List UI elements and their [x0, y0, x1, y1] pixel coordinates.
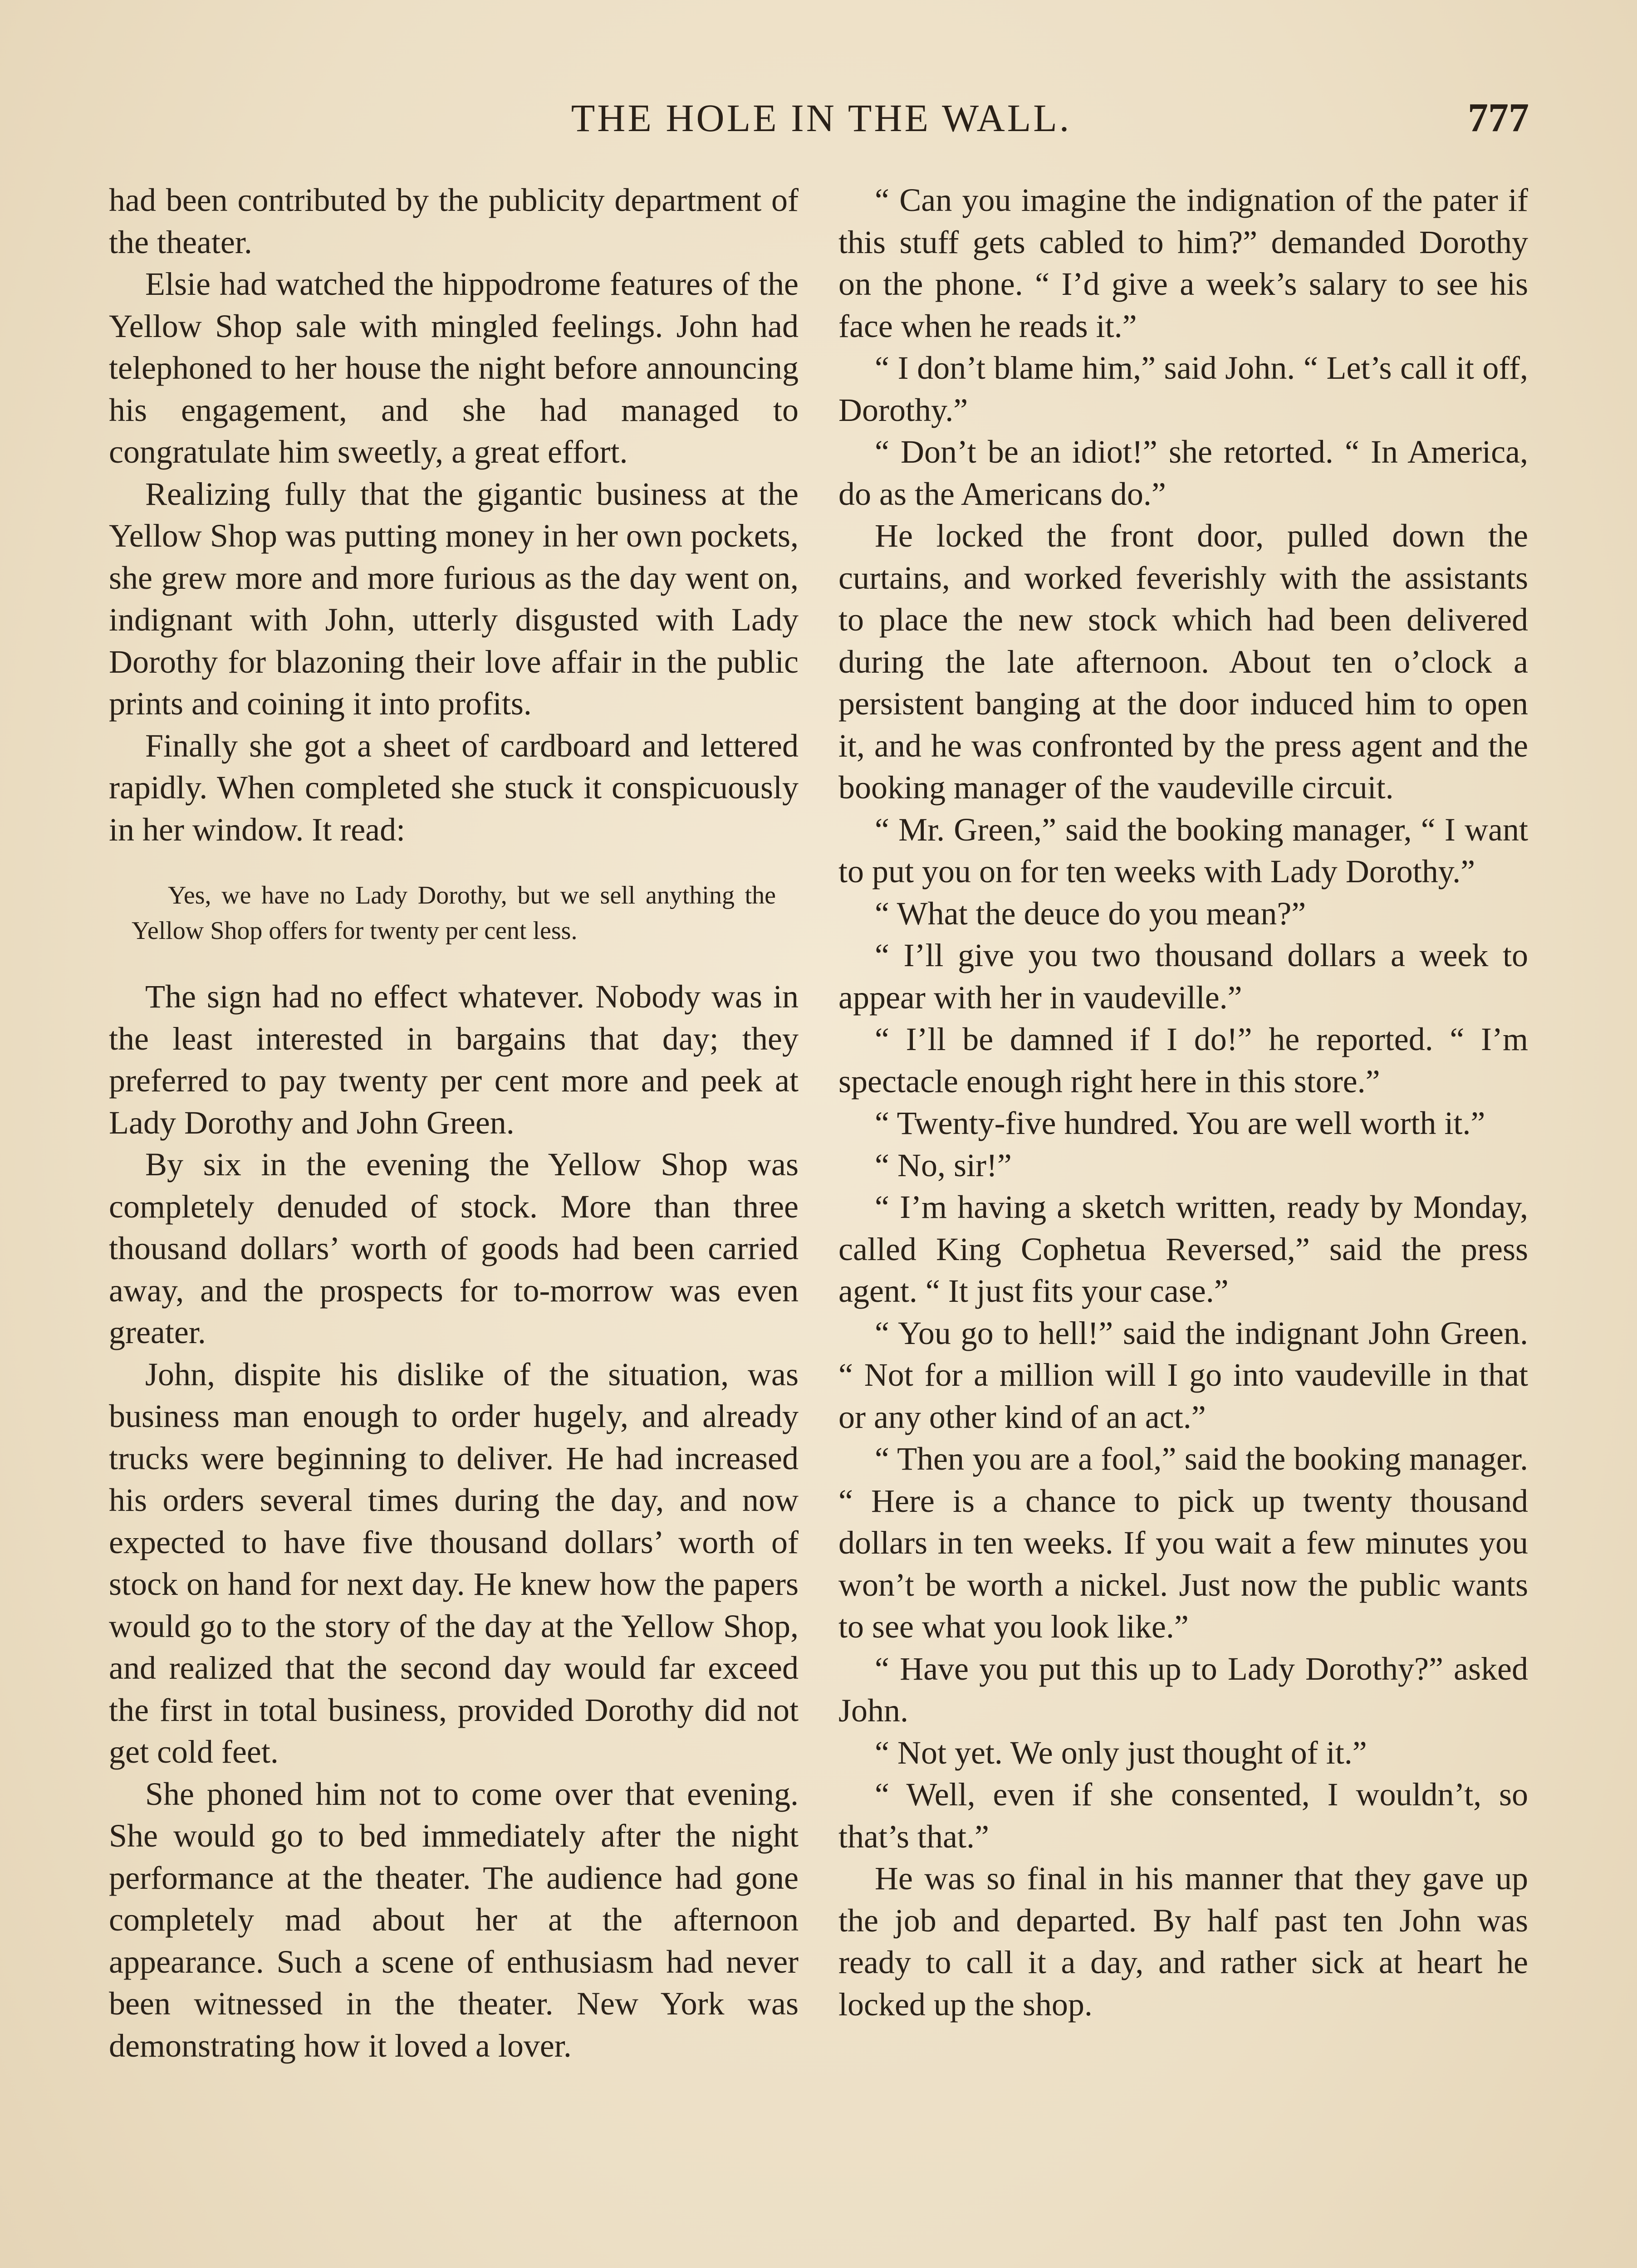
right-paragraph: “ Have you put this up to Lady Dorothy?” asked John. — [838, 1650, 1528, 1729]
right-paragraph: “ No, sir!” — [875, 1147, 1012, 1183]
page-number: 777 — [1468, 95, 1529, 140]
right-paragraph: “ I’ll give you two thousand dollars a week to appear with her in vaudeville.” — [838, 937, 1528, 1016]
left-paragraph: Elsie had watched the hippodrome features of the Yellow Shop sale with mingled feelings. John had telephoned to her house the night before announcing his engagement, and she had managed to congratulate him sweetly, a great effort. — [109, 266, 799, 470]
left-paragraph: Realizing fully that the gigantic business at the Yellow Shop was putting money in her own pockets, she grew more and more furious as the day went on, indignant with John, utterly disgusted with Lady Dorothy for blazoning their love affair in the public prints and coining it into profits. — [109, 475, 799, 722]
left-paragraph: The sign had no effect whatever. Nobody was in the least interested in bargains that day; they preferred to pay twenty per cent more and peek at Lady Dorothy and John Green. — [109, 978, 799, 1141]
right-column — [838, 179, 1528, 2025]
right-paragraph: “ Then you are a fool,” said the booking manager. “ Here is a chance to pick up twenty thousand dollars in ten weeks. If you wait a few minutes you won’t be worth a nickel. Just now the public wants to see what you look like.” — [838, 1441, 1528, 1645]
left-paragraph: had been contributed by the publicity department of the theater. — [109, 182, 799, 260]
right-paragraph: “ What the deuce do you mean?” — [875, 895, 1306, 932]
left-paragraph: By six in the evening the Yellow Shop was completely denuded of stock. More than three thousand dollars’ worth of goods had been carried away, and the prospects for to-morrow was even greater. — [109, 1146, 799, 1350]
left-column — [109, 179, 799, 2067]
left-paragraph: John, dispite his dislike of the situation, was business man enough to order hugely, and already trucks were beginning to deliver. He had increased his orders several times during the day, and now expected to have five thousand dollars’ worth of stock on hand for next day. He knew how the papers would go to the story of the day at the Yellow Shop, and realized that the second day would far exceed the first in total business, provided Dorothy did not get cold feet. — [109, 1356, 799, 1770]
right-paragraph: “ I’m having a sketch written, ready by Monday, called King Cophetua Reversed,” said the press agent. “ It just fits your case.” — [838, 1189, 1528, 1309]
right-paragraph: “ Not yet. We only just thought of it.” — [875, 1734, 1367, 1771]
right-paragraph: “ Don’t be an idiot!” she retorted. “ In America, do as the Americans do.” — [838, 434, 1528, 512]
right-paragraph: He was so final in his manner that they gave up the job and departed. By half past ten John was ready to call it a day, and rather sick at heart he locked up the shop. — [838, 1860, 1528, 2023]
right-paragraph: “ You go to hell!” said the indignant John Green. “ Not for a million will I go into vaudeville in that or any other kind of an act.” — [838, 1315, 1528, 1435]
left-paragraph: She phoned him not to come over that evening. She would go to bed immediately after the night performance at the theater. The audience had gone completely mad about her at the afternoon appearance. Such a scene of enthusiasm had never been witnessed in the theater. New York was demonstrating how it loved a lover. — [109, 1775, 799, 2064]
right-paragraph: “ I don’t blame him,” said John. “ Let’s call it off, Dorothy.” — [838, 350, 1528, 428]
right-paragraph: He locked the front door, pulled down the curtains, and worked feverishly with the assistants to place the new stock which had been delivered during the late afternoon. About ten o’clock a persistent banging at the door induced him to open it, and he was confronted by the press agent and the booking manager of the vaudeville circuit. — [838, 518, 1528, 806]
right-paragraph: “ Well, even if she consented, I wouldn’t, so that’s that.” — [838, 1776, 1528, 1855]
right-paragraph: “ Mr. Green,” said the booking manager, “ I want to put you on for ten weeks with Lady Dorothy.” — [838, 811, 1528, 890]
running-head — [113, 91, 1529, 145]
running-title: THE HOLE IN THE WALL. — [571, 96, 1072, 140]
sign-quote: Yes, we have no Lady Dorothy, but we sell anything the Yellow Shop offers for twenty per cent less. — [132, 881, 776, 945]
right-paragraph: “ Twenty-five hundred. You are well worth it.” — [875, 1105, 1485, 1141]
right-paragraph: “ I’ll be damned if I do!” he reported. “ I’m spectacle enough right here in this store.” — [838, 1021, 1528, 1100]
right-paragraph: “ Can you imagine the indignation of the pater if this stuff gets cabled to him?” demanded Dorothy on the phone. “ I’d give a week’s salary to see his face when he reads it.” — [838, 182, 1528, 344]
left-paragraph: Finally she got a sheet of cardboard and lettered rapidly. When completed she stuck it conspicuously in her window. It read: — [109, 727, 799, 848]
